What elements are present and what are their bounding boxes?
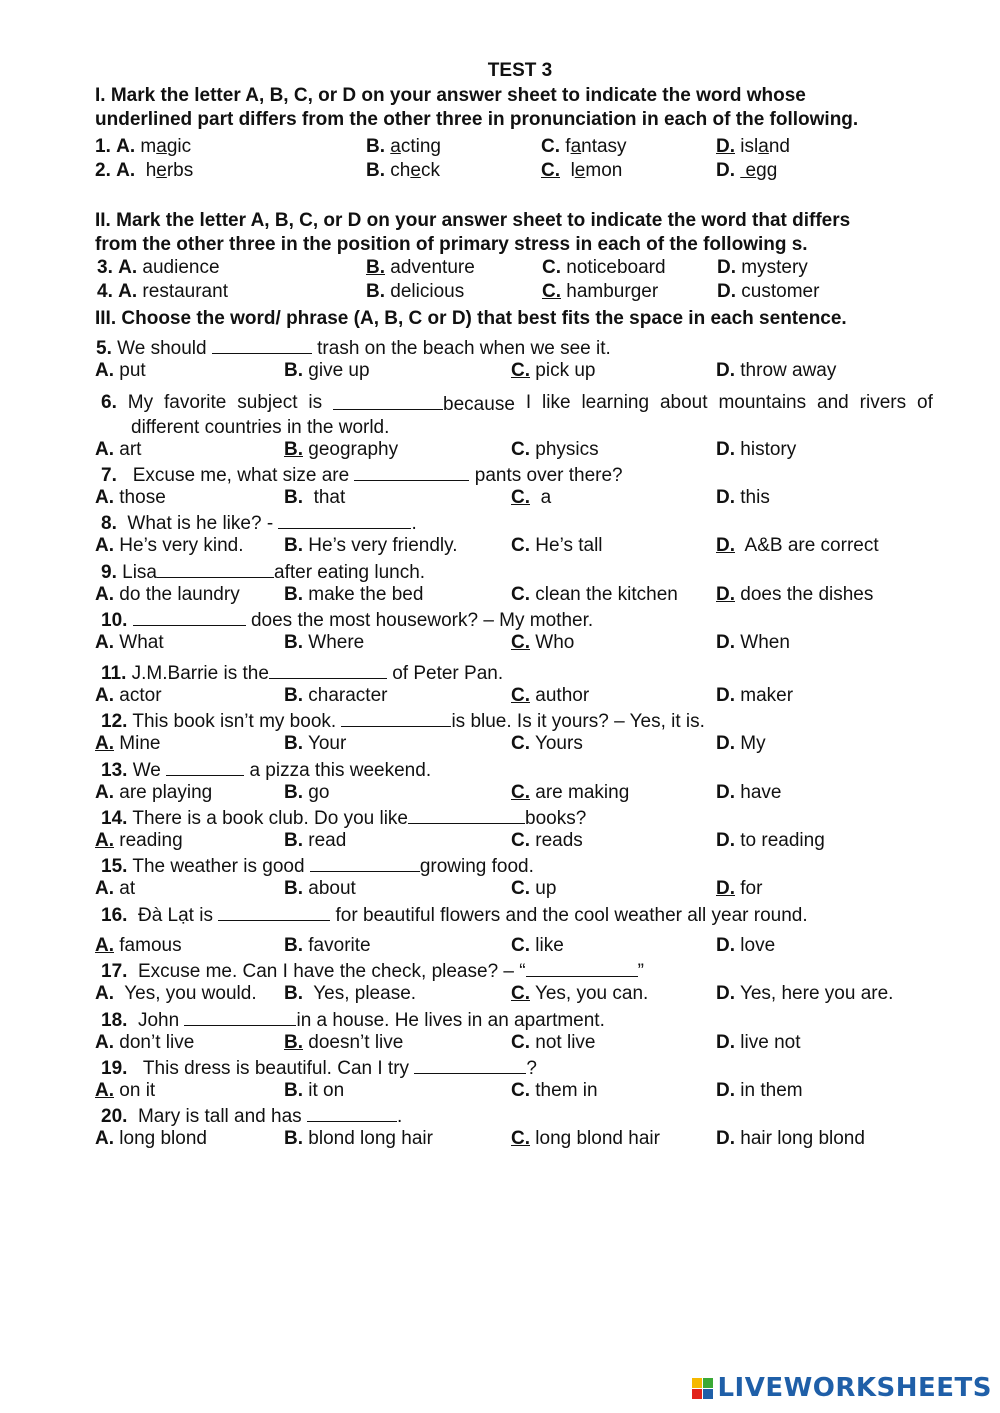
question-8-stem: 8. What is he like? - . (101, 510, 417, 536)
q13-option-b[interactable]: go (308, 782, 330, 803)
question-16-options: A. famous B. favorite C. like D. love (95, 935, 776, 956)
q2-option-d[interactable]: egg (740, 160, 778, 181)
answer-blank[interactable] (166, 757, 244, 776)
q3-option-a[interactable]: audience (142, 257, 220, 278)
q15-option-b[interactable]: about (308, 878, 356, 899)
question-15-options: A. at B. about C. up D. for (95, 878, 763, 899)
q15-option-d[interactable]: for (740, 878, 763, 899)
question-14-options: A. reading B. read C. reads D. to reading (95, 830, 825, 851)
liveworksheets-logo-icon (692, 1378, 713, 1399)
question-6-options: A. art B. geography C. physics D. history (95, 439, 797, 460)
q20-option-b[interactable]: blond long hair (308, 1128, 433, 1149)
q16-option-b[interactable]: favorite (308, 935, 371, 956)
question-12-stem: 12. This book isn’t my book. is blue. Is it yours? – Yes, it is. (101, 708, 705, 734)
question-9-options: A. do the laundry B. make the bed C. clean the kitchen D. does the dishes (95, 584, 874, 605)
answer-blank[interactable] (278, 510, 411, 529)
q1-option-d[interactable]: island (740, 136, 790, 157)
q12-option-a[interactable]: Mine (119, 733, 161, 754)
q10-option-a[interactable]: What (119, 632, 164, 653)
question-14-stem: 14. There is a book club. Do you like books? (101, 805, 586, 831)
brand-name: LIVEWORKSHEETS (717, 1373, 992, 1403)
q7-option-a[interactable]: those (119, 487, 166, 508)
answer-blank[interactable] (212, 335, 312, 354)
question-18-options: A. don’t live B. doesn’t live C. not live D. live not (95, 1032, 801, 1053)
q6-option-d[interactable]: history (740, 439, 797, 460)
q9-option-d[interactable]: does the dishes (740, 584, 874, 605)
q10-option-b[interactable]: Where (308, 632, 365, 653)
section-1-line-2: underlined part differs from the other three in pronunciation in each of the following. (95, 109, 859, 130)
answer-blank[interactable] (184, 1007, 296, 1026)
liveworksheets-logo[interactable] (692, 1373, 992, 1403)
answer-blank[interactable] (341, 708, 451, 727)
q8-option-c[interactable]: He’s tall (535, 535, 603, 556)
q18-option-b[interactable]: doesn’t live (308, 1032, 404, 1053)
q7-option-c[interactable]: a (540, 487, 552, 508)
q13-option-d[interactable]: have (740, 782, 782, 803)
q5-option-c[interactable]: pick up (535, 360, 596, 381)
q2-option-c[interactable]: lemon (570, 160, 623, 181)
question-6-stem: 6. My favorite subject is because I like learning about mountains and rivers of different countries in the world. (101, 392, 933, 438)
question-20-stem: 20. Mary is tall and has . (101, 1103, 402, 1129)
section-2-instruction (95, 209, 945, 257)
q17-option-d[interactable]: Yes, here you are. (739, 983, 894, 1004)
q19-option-d[interactable]: in them (740, 1080, 803, 1101)
q17-option-b[interactable]: Yes, please. (313, 983, 417, 1004)
question-1: 1. A. magic B. acting C. fantasy D. island (95, 136, 790, 157)
q15-option-c[interactable]: up (535, 878, 557, 899)
q20-option-a[interactable]: long blond (119, 1128, 207, 1149)
q10-option-d[interactable]: When (740, 632, 790, 653)
q2-option-b[interactable]: check (390, 160, 440, 181)
question-5-options: A. put B. give up C. pick up D. throw away (95, 360, 837, 381)
question-11-stem: 11. J.M.Barrie is the of Peter Pan. (101, 660, 503, 686)
q4-option-d[interactable]: customer (741, 281, 820, 302)
q12-option-d[interactable]: My (740, 733, 766, 754)
q8-option-a[interactable]: He’s very kind. (119, 535, 244, 556)
q13-option-a[interactable]: are playing (119, 782, 213, 803)
q4-option-b[interactable]: delicious (390, 281, 465, 302)
q6-option-a[interactable]: art (119, 439, 142, 460)
q3-option-c[interactable]: noticeboard (566, 257, 666, 278)
question-19-stem: 19. This dress is beautiful. Can I try ? (101, 1055, 537, 1081)
q14-option-b[interactable]: read (308, 830, 347, 851)
q12-option-b[interactable]: Your (307, 733, 347, 754)
q5-option-a[interactable]: put (119, 360, 146, 381)
question-15-stem: 15. The weather is good growing food. (101, 853, 534, 879)
q16-option-d[interactable]: love (740, 935, 776, 956)
q15-option-a[interactable]: at (119, 878, 136, 899)
q17-option-c[interactable]: Yes, you can. (534, 983, 649, 1004)
section-1-instruction (95, 84, 945, 132)
q7-option-d[interactable]: this (740, 487, 770, 508)
q14-option-a[interactable]: reading (119, 830, 183, 851)
q18-option-c[interactable]: not live (535, 1032, 596, 1053)
question-20-options: A. long blond B. blond long hair C. long blond hair D. hair long blond (95, 1128, 865, 1149)
q14-option-c[interactable]: reads (535, 830, 583, 851)
q19-option-a[interactable]: on it (119, 1080, 156, 1101)
q17-option-a[interactable]: Yes, you would. (124, 983, 257, 1004)
q6-option-b[interactable]: geography (308, 439, 399, 460)
q1-option-c[interactable]: fantasy (565, 136, 627, 157)
question-4: 4. A. restaurant B. delicious C. hamburger D. customer (97, 281, 820, 302)
q18-option-a[interactable]: don’t live (119, 1032, 195, 1053)
question-2: 2. A. herbs B. check C. lemon D. egg (95, 160, 778, 181)
answer-blank[interactable] (526, 958, 638, 977)
question-9-stem: 9. Lisa after eating lunch. (101, 559, 425, 585)
question-8-options: A. He’s very kind. B. He’s very friendly. C. He’s tall D. A&B are correct (95, 535, 879, 556)
answer-blank[interactable] (310, 853, 420, 872)
section-2-line-2: from the other three in the position of primary stress in each of the following s. (95, 234, 808, 255)
question-10-options: A. What B. Where C. Who D. When (95, 632, 790, 653)
question-11-options: A. actor B. character C. author D. maker (95, 685, 794, 706)
q19-option-b[interactable]: it on (308, 1080, 345, 1101)
section-1-line-1: I. Mark the letter A, B, C, or D on your answer sheet to indicate the word whose (95, 85, 806, 106)
question-16-stem: 16. Đà Lạt is for beautiful flowers and the cool weather all year round. (101, 902, 808, 928)
q11-option-d[interactable]: maker (740, 685, 794, 706)
q13-option-c[interactable]: are making (535, 782, 630, 803)
question-13-stem: 13. We a pizza this weekend. (101, 757, 431, 783)
question-7-stem: 7. Excuse me, what size are pants over there? (101, 462, 623, 488)
answer-blank[interactable] (269, 660, 387, 679)
q10-option-c[interactable]: Who (535, 632, 575, 653)
question-13-options: A. are playing B. go C. are making D. have (95, 782, 782, 803)
q20-option-c[interactable]: long blond hair (535, 1128, 660, 1149)
question-7-options: A. those B. that C. a D. this (95, 487, 770, 508)
question-10-stem: 10. does the most housework? – My mother. (101, 607, 593, 633)
answer-blank[interactable] (408, 805, 525, 824)
answer-blank[interactable] (218, 902, 330, 921)
test-title: TEST 3 (487, 60, 553, 81)
q20-option-d[interactable]: hair long blond (740, 1128, 865, 1149)
answer-blank[interactable] (133, 607, 246, 626)
q2-option-a[interactable]: herbs (145, 160, 194, 181)
answer-blank[interactable] (157, 559, 274, 578)
q3-option-b[interactable]: adventure (390, 257, 475, 278)
q8-option-b[interactable]: He’s very friendly. (308, 535, 458, 556)
answer-blank[interactable] (307, 1103, 397, 1122)
q9-option-b[interactable]: make the bed (308, 584, 424, 605)
q12-option-c[interactable]: Yours (534, 733, 583, 754)
question-17-options: A. Yes, you would. B. Yes, please. C. Yes, you can. D. Yes, here you are. (95, 983, 894, 1004)
q6-option-c[interactable]: physics (535, 439, 599, 460)
section-2-line-1: II. Mark the letter A, B, C, or D on your answer sheet to indicate the word that differs (95, 210, 851, 231)
q11-option-a[interactable]: actor (119, 685, 162, 706)
q18-option-d[interactable]: live not (740, 1032, 801, 1053)
q8-option-d[interactable]: A&B are correct (744, 535, 879, 556)
q9-option-c[interactable]: clean the kitchen (535, 584, 678, 605)
section-3-instruction: III. Choose the word/ phrase (A, B, C or D) that best fits the space in each sentence. (95, 308, 847, 329)
answer-blank[interactable] (414, 1055, 526, 1074)
q14-option-d[interactable]: to reading (740, 830, 825, 851)
q4-option-a[interactable]: restaurant (142, 281, 228, 302)
q11-option-c[interactable]: author (535, 685, 590, 706)
question-19-options: A. on it B. it on C. them in D. in them (95, 1080, 803, 1101)
q19-option-c[interactable]: them in (535, 1080, 598, 1101)
q1-option-b[interactable]: acting (390, 136, 441, 157)
question-3: 3. A. audience B. adventure C. noticeboard D. mystery (97, 257, 808, 278)
q16-option-a[interactable]: famous (119, 935, 182, 956)
answer-blank[interactable] (354, 462, 469, 481)
answer-blank[interactable] (333, 391, 443, 410)
q4-option-c[interactable]: hamburger (566, 281, 659, 302)
q3-option-d[interactable]: mystery (741, 257, 808, 278)
question-18-stem: 18. John in a house. He lives in an apartment. (101, 1007, 605, 1033)
q5-option-d[interactable]: throw away (740, 360, 837, 381)
question-12-options: A. Mine B. Your C. Yours D. My (95, 733, 766, 754)
q9-option-a[interactable]: do the laundry (119, 584, 240, 605)
question-5-stem: 5. We should trash on the beach when we see it. (96, 335, 611, 361)
q7-option-b[interactable]: that (313, 487, 346, 508)
q5-option-b[interactable]: give up (308, 360, 370, 381)
question-17-stem: 17. Excuse me. Can I have the check, please? – “ ” (101, 958, 644, 984)
q16-option-c[interactable]: like (535, 935, 564, 956)
q11-option-b[interactable]: character (308, 685, 388, 706)
q1-option-a[interactable]: magic (140, 136, 192, 157)
